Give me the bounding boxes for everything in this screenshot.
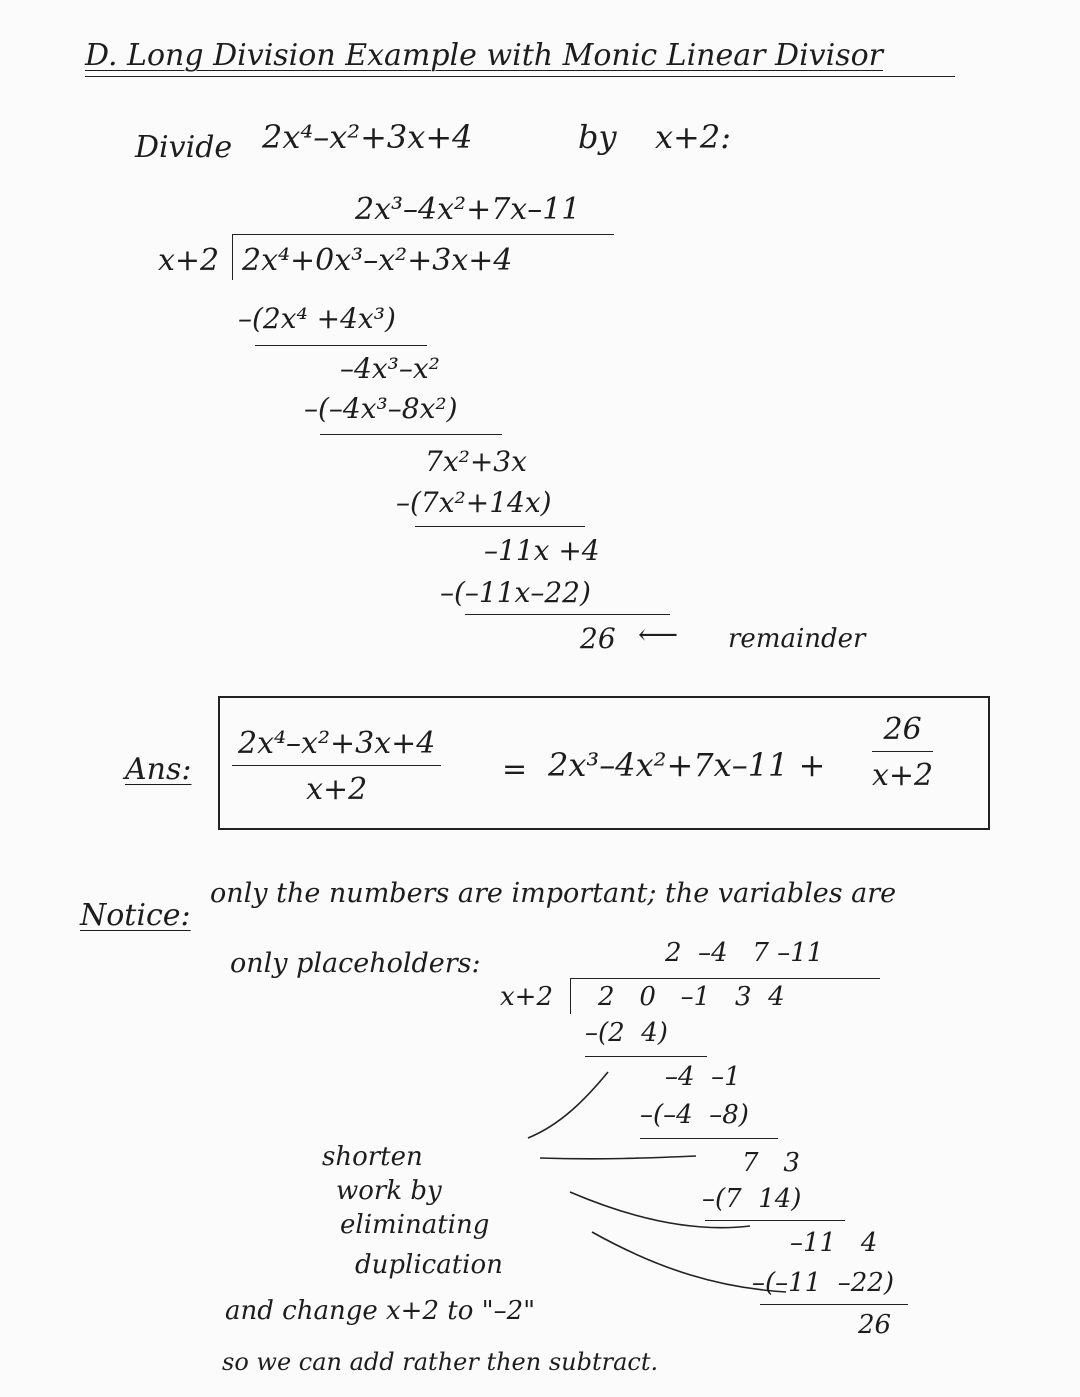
answer-rhs-denominator: x+2 — [872, 758, 934, 793]
numeric-step-2: –4 –1 — [665, 1062, 741, 1092]
numeric-step-7: –(–11 –22) — [752, 1268, 894, 1298]
step-2: –4x³–x² — [340, 352, 440, 385]
numeric-divisor: x+2 — [500, 982, 553, 1012]
numeric-step-6: –11 4 — [790, 1228, 878, 1258]
numeric-step-3: –(–4 –8) — [640, 1100, 749, 1130]
side-note-line-6: so we can add rather then subtract. — [222, 1348, 659, 1376]
numeric-remainder: 26 — [858, 1310, 892, 1340]
answer-label: Ans: — [125, 752, 192, 787]
side-note-line-5: and change x+2 to "–2" — [225, 1296, 536, 1326]
pointer-curve-2 — [540, 1156, 696, 1159]
numeric-step-4: 7 3 — [742, 1148, 800, 1178]
notice-line-1: only the numbers are important; the variables are — [210, 878, 897, 909]
remainder-value: 26 — [580, 622, 616, 655]
divide-label: Divide — [135, 130, 233, 165]
pointer-curve-4 — [592, 1232, 786, 1292]
notice-line-2: only placeholders: — [230, 948, 481, 979]
numeric-quotient: 2 –4 7 –11 — [665, 938, 824, 968]
numeric-step-5: –(7 14) — [702, 1184, 802, 1214]
quotient: 2x³–4x²+7x–11 — [355, 192, 581, 227]
step-3: –(–4x³–8x²) — [304, 392, 458, 425]
divide-by: by — [578, 118, 617, 156]
divide-dividend: 2x⁴–x²+3x+4 — [262, 118, 473, 156]
step-4: 7x²+3x — [425, 445, 527, 478]
step-1: –(2x⁴ +4x³) — [238, 302, 396, 335]
pointer-curve-3 — [570, 1192, 750, 1228]
page-title: D. Long Division Example with Monic Linear Divisor — [85, 38, 884, 73]
divide-divisor: x+2: — [655, 118, 731, 156]
step-5: –(7x²+14x) — [396, 486, 552, 519]
answer-equals: = — [502, 752, 528, 787]
side-note-line-1: shorten — [322, 1142, 423, 1172]
answer-rhs: 2x³–4x²+7x–11 + — [548, 746, 826, 784]
answer-rhs-numerator: 26 — [872, 712, 933, 752]
side-note-line-3: eliminating — [340, 1210, 490, 1240]
step-6: –11x +4 — [484, 534, 600, 567]
numeric-step-1: –(2 4) — [585, 1018, 668, 1048]
dividend: 2x⁴+0x³–x²+3x+4 — [242, 243, 513, 278]
side-note-line-4: duplication — [355, 1250, 503, 1280]
numeric-dividend: 2 0 –1 3 4 — [598, 982, 785, 1012]
answer-lhs-denominator: x+2 — [306, 772, 368, 807]
step-7: –(–11x–22) — [440, 576, 591, 609]
answer-lhs-numerator: 2x⁴–x²+3x+4 — [232, 726, 441, 766]
side-note-line-2: work by — [336, 1176, 442, 1206]
remainder-label: remainder — [728, 624, 866, 654]
pointer-curve-1 — [528, 1072, 608, 1138]
divisor: x+2 — [158, 243, 220, 278]
notice-label: Notice: — [80, 898, 191, 933]
remainder-arrow-icon: ⟵ — [638, 618, 679, 651]
